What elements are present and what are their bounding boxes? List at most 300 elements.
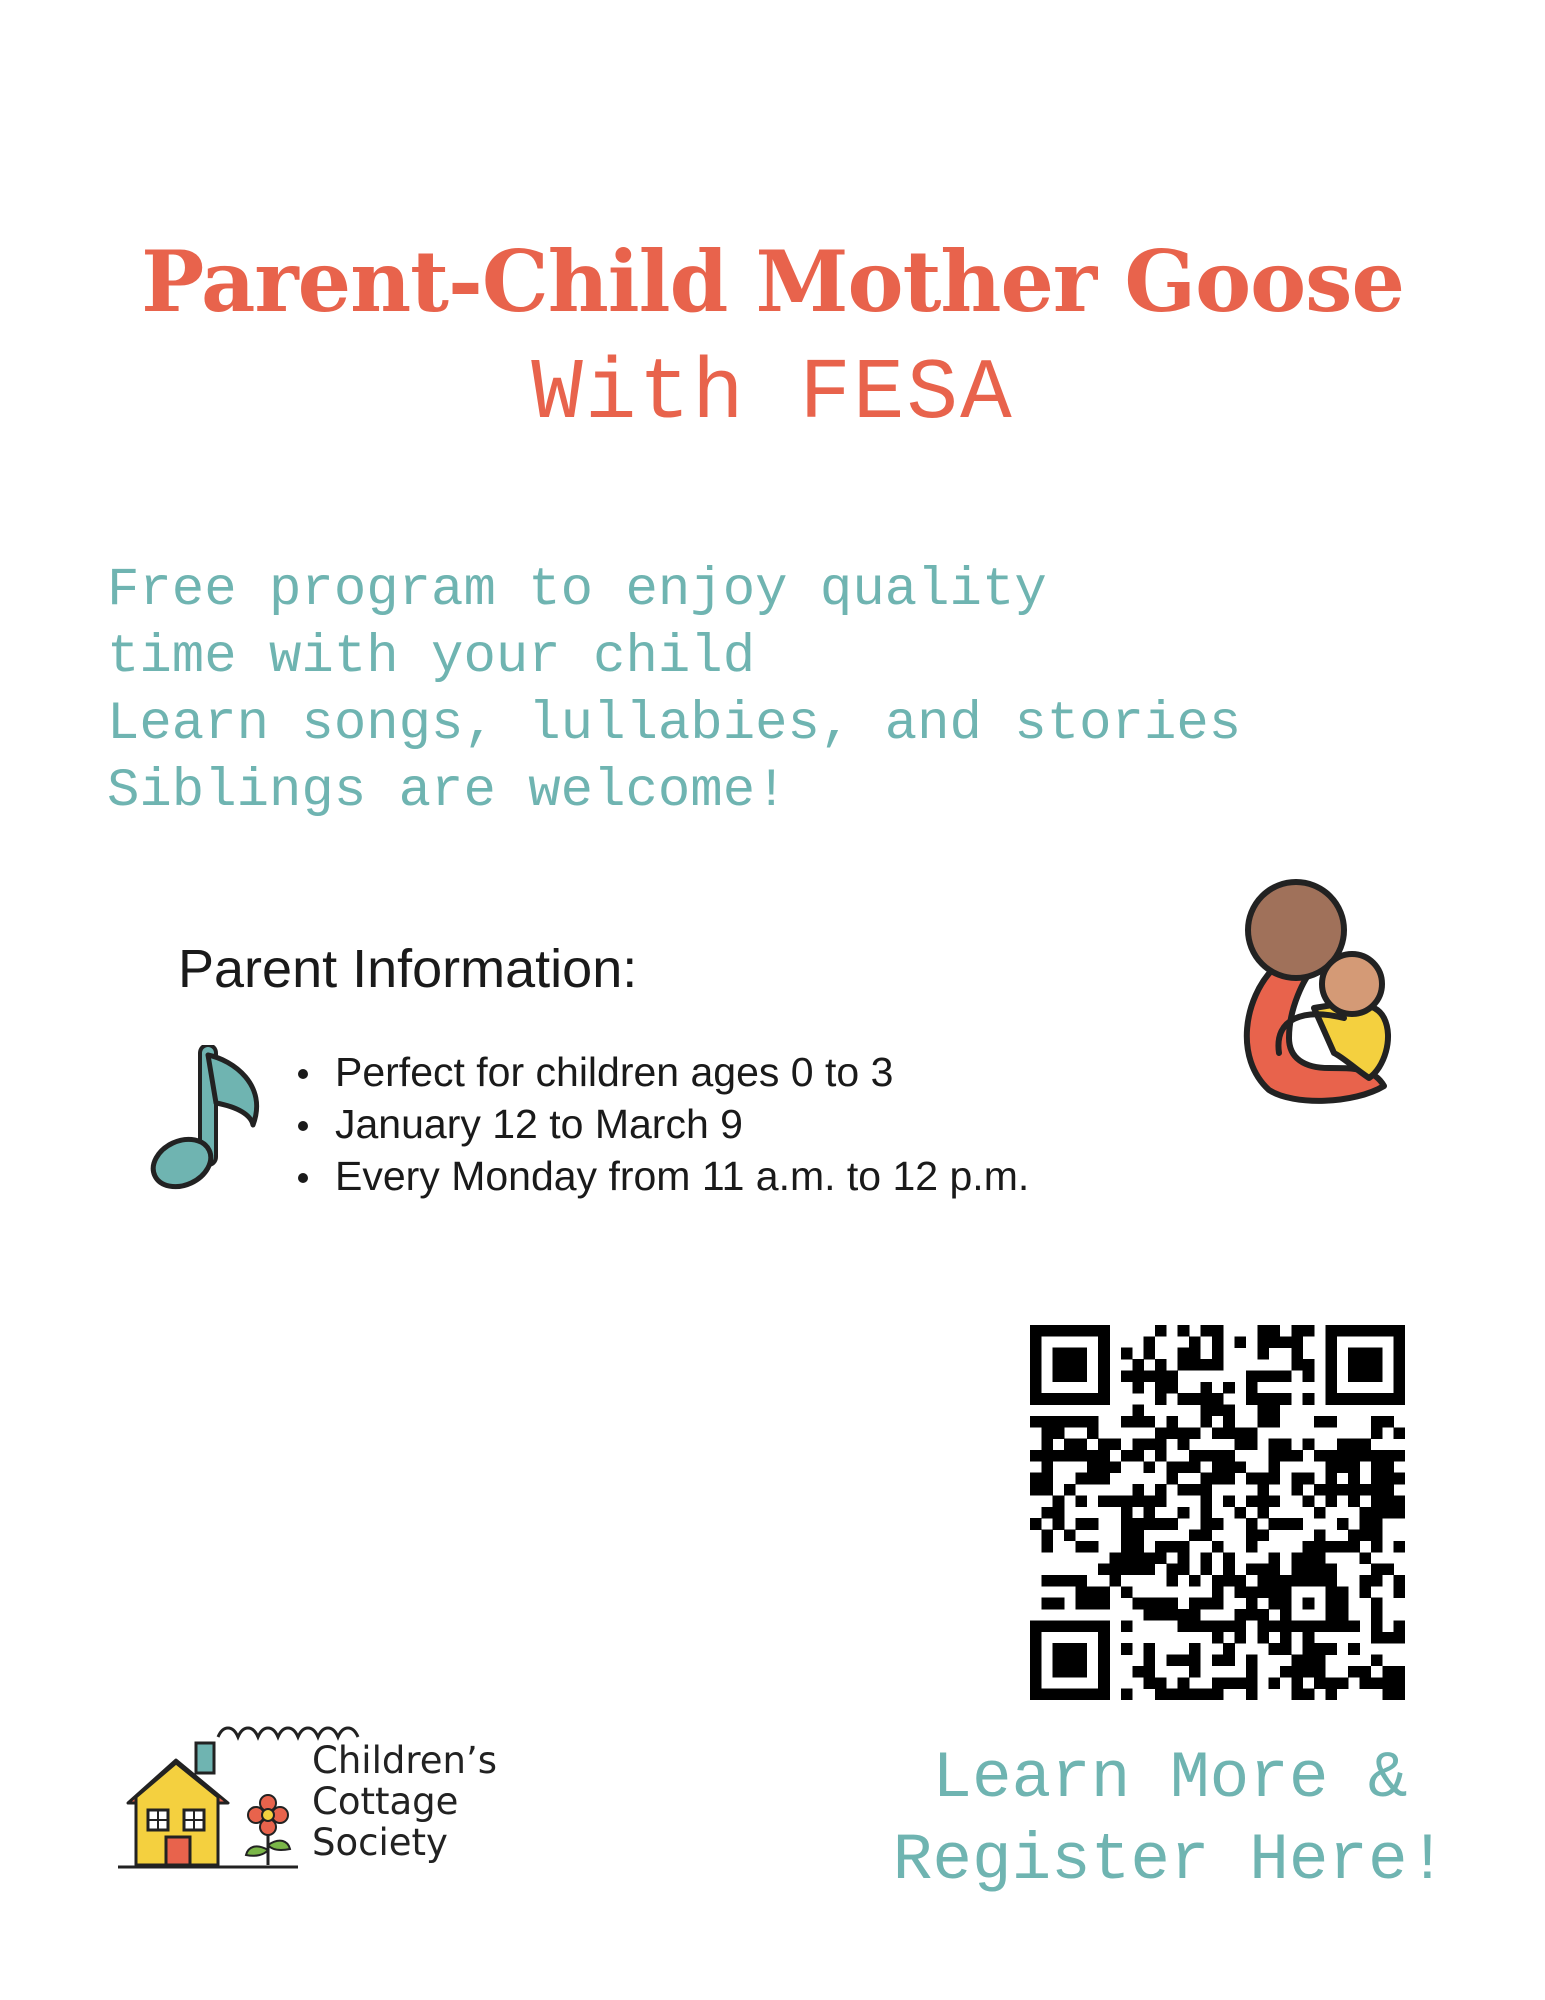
qr-module <box>1053 1620 1065 1632</box>
qr-module <box>1382 1666 1394 1678</box>
qr-module <box>1394 1382 1405 1394</box>
qr-module <box>1314 1643 1326 1655</box>
qr-module <box>1087 1689 1099 1700</box>
qr-module <box>1371 1598 1383 1610</box>
qr-module <box>1269 1495 1281 1507</box>
qr-module <box>1132 1439 1144 1451</box>
qr-module <box>1325 1359 1337 1371</box>
qr-module <box>1360 1393 1372 1405</box>
qr-module <box>1098 1370 1110 1382</box>
qr-module <box>1269 1439 1281 1451</box>
qr-module <box>1303 1575 1315 1587</box>
qr-module <box>1121 1348 1133 1360</box>
qr-module <box>1280 1632 1292 1644</box>
qr-module <box>1246 1655 1258 1667</box>
qr-module <box>1382 1689 1394 1700</box>
qr-module <box>1075 1359 1087 1371</box>
qr-module <box>1155 1541 1167 1553</box>
qr-module <box>1212 1620 1224 1632</box>
qr-module <box>1212 1655 1224 1667</box>
qr-module <box>1337 1461 1349 1473</box>
qr-module <box>1269 1473 1281 1485</box>
qr-module <box>1087 1427 1099 1439</box>
qr-module <box>1098 1677 1110 1689</box>
logo-line-2: Cottage <box>312 1780 459 1823</box>
qr-module <box>1064 1575 1076 1587</box>
parent-info-list <box>290 1046 1029 1202</box>
qr-module <box>1098 1336 1110 1348</box>
qr-module <box>1075 1348 1087 1360</box>
qr-module <box>1269 1552 1281 1564</box>
qr-module <box>1382 1473 1394 1485</box>
qr-module <box>1246 1564 1258 1576</box>
qr-module <box>1291 1484 1303 1496</box>
qr-module <box>1371 1541 1383 1553</box>
qr-module <box>1189 1461 1201 1473</box>
qr-module <box>1325 1336 1337 1348</box>
qr-module <box>1041 1427 1053 1439</box>
qr-module <box>1178 1484 1190 1496</box>
qr-module <box>1064 1689 1076 1700</box>
qr-module <box>1325 1643 1337 1655</box>
qr-module <box>1348 1325 1360 1337</box>
qr-module <box>1371 1609 1383 1621</box>
qr-module <box>1144 1336 1156 1348</box>
qr-module <box>1110 1564 1122 1576</box>
qr-module <box>1212 1598 1224 1610</box>
qr-module <box>1269 1405 1281 1417</box>
qr-module <box>1053 1666 1065 1678</box>
qr-module <box>1200 1518 1212 1530</box>
qr-module <box>1178 1359 1190 1371</box>
qr-module <box>1325 1382 1337 1394</box>
qr-module <box>1360 1359 1372 1371</box>
qr-module <box>1212 1336 1224 1348</box>
qr-module <box>1189 1655 1201 1667</box>
qr-module <box>1053 1416 1065 1428</box>
parent-info-item: January 12 to March 9 <box>290 1098 1029 1150</box>
qr-module <box>1291 1348 1303 1360</box>
qr-module <box>1348 1495 1360 1507</box>
qr-module <box>1337 1620 1349 1632</box>
qr-module <box>1110 1439 1122 1451</box>
qr-module <box>1075 1325 1087 1337</box>
qr-module <box>1132 1495 1144 1507</box>
qr-module <box>1257 1586 1269 1598</box>
qr-module <box>1269 1598 1281 1610</box>
register-link[interactable] <box>890 1738 1450 1902</box>
qr-module <box>1075 1620 1087 1632</box>
qr-module <box>1041 1620 1053 1632</box>
qr-module <box>1087 1586 1099 1598</box>
qr-module <box>1223 1677 1235 1689</box>
qr-module <box>1269 1393 1281 1405</box>
qr-module <box>1314 1416 1326 1428</box>
qr-module <box>1030 1450 1042 1462</box>
qr-module <box>1235 1609 1247 1621</box>
qr-module <box>1166 1609 1178 1621</box>
qr-module <box>1394 1359 1405 1371</box>
qr-module <box>1382 1393 1394 1405</box>
qr-module <box>1053 1655 1065 1667</box>
qr-module <box>1041 1450 1053 1462</box>
qr-module <box>1200 1405 1212 1417</box>
qr-module <box>1132 1382 1144 1394</box>
qr-module <box>1075 1393 1087 1405</box>
qr-module <box>1087 1598 1099 1610</box>
qr-module <box>1257 1507 1269 1519</box>
qr-module <box>1235 1427 1247 1439</box>
qr-module <box>1132 1370 1144 1382</box>
qr-module <box>1030 1518 1042 1530</box>
qr-module <box>1098 1598 1110 1610</box>
qr-module <box>1371 1393 1383 1405</box>
qr-module <box>1371 1348 1383 1360</box>
qr-module <box>1041 1530 1053 1542</box>
qr-module <box>1098 1439 1110 1451</box>
qr-module <box>1337 1450 1349 1462</box>
qr-module <box>1098 1359 1110 1371</box>
qr-module <box>1121 1450 1133 1462</box>
qr-module <box>1166 1655 1178 1667</box>
qr-module <box>1110 1575 1122 1587</box>
qr-module <box>1189 1620 1201 1632</box>
qr-module <box>1189 1450 1201 1462</box>
qr-module <box>1075 1598 1087 1610</box>
qr-module <box>1200 1495 1212 1507</box>
qr-module <box>1030 1370 1042 1382</box>
qr-module <box>1246 1518 1258 1530</box>
qr-module <box>1382 1461 1394 1473</box>
qr-module <box>1291 1552 1303 1564</box>
qr-module <box>1269 1643 1281 1655</box>
qr-module <box>1337 1484 1349 1496</box>
qr-module <box>1291 1689 1303 1700</box>
qr-module <box>1303 1552 1315 1564</box>
qr-module <box>1235 1586 1247 1598</box>
qr-module <box>1132 1530 1144 1542</box>
qr-module <box>1348 1370 1360 1382</box>
qr-module <box>1394 1370 1405 1382</box>
qr-module <box>1223 1575 1235 1587</box>
qr-module <box>1303 1564 1315 1576</box>
qr-module <box>1394 1689 1405 1700</box>
qr-module <box>1189 1689 1201 1700</box>
qr-module <box>1394 1427 1405 1439</box>
qr-module <box>1087 1416 1099 1428</box>
qr-module <box>1121 1507 1133 1519</box>
qr-module <box>1178 1552 1190 1564</box>
qr-module <box>1348 1439 1360 1451</box>
qr-module <box>1121 1552 1133 1564</box>
qr-module <box>1235 1620 1247 1632</box>
qr-module <box>1291 1359 1303 1371</box>
qr-module <box>1098 1473 1110 1485</box>
qr-module <box>1053 1689 1065 1700</box>
qr-module <box>1246 1495 1258 1507</box>
qr-module <box>1246 1598 1258 1610</box>
qr-module <box>1132 1564 1144 1576</box>
qr-module <box>1030 1336 1042 1348</box>
qr-module <box>1291 1325 1303 1337</box>
qr-module <box>1041 1473 1053 1485</box>
qr-module <box>1223 1495 1235 1507</box>
qr-module <box>1325 1416 1337 1428</box>
qr-code[interactable] <box>1030 1325 1405 1700</box>
qr-module <box>1246 1439 1258 1451</box>
qr-module <box>1257 1405 1269 1417</box>
qr-module <box>1155 1427 1167 1439</box>
qr-module <box>1371 1473 1383 1485</box>
qr-module <box>1348 1348 1360 1360</box>
qr-module <box>1303 1643 1315 1655</box>
benefit-item: Free program to enjoy quality <box>107 560 1047 621</box>
qr-module <box>1121 1495 1133 1507</box>
qr-module <box>1053 1427 1065 1439</box>
qr-module <box>1246 1382 1258 1394</box>
qr-module <box>1269 1677 1281 1689</box>
qr-module <box>1257 1632 1269 1644</box>
logo-line-1: Children’s <box>312 1739 497 1782</box>
page-title: Parent-Child Mother Goose <box>141 232 1404 331</box>
qr-module <box>1030 1655 1042 1667</box>
qr-module <box>1382 1495 1394 1507</box>
qr-module <box>1189 1427 1201 1439</box>
qr-module <box>1337 1609 1349 1621</box>
qr-module <box>1269 1564 1281 1576</box>
qr-module <box>1030 1632 1042 1644</box>
qr-module <box>1132 1359 1144 1371</box>
qr-module <box>1280 1393 1292 1405</box>
qr-module <box>1132 1450 1144 1462</box>
qr-module <box>1030 1382 1042 1394</box>
qr-module <box>1110 1552 1122 1564</box>
qr-module <box>1257 1484 1269 1496</box>
qr-module <box>1269 1586 1281 1598</box>
qr-module <box>1291 1450 1303 1462</box>
qr-module <box>1075 1689 1087 1700</box>
qr-module <box>1394 1336 1405 1348</box>
qr-module <box>1360 1484 1372 1496</box>
qr-module <box>1257 1393 1269 1405</box>
qr-module <box>1121 1518 1133 1530</box>
qr-module <box>1098 1632 1110 1644</box>
qr-module <box>1325 1370 1337 1382</box>
qr-module <box>1030 1359 1042 1371</box>
qr-module <box>1325 1677 1337 1689</box>
qr-module <box>1246 1473 1258 1485</box>
qr-module <box>1053 1370 1065 1382</box>
qr-module <box>1371 1461 1383 1473</box>
qr-module <box>1200 1382 1212 1394</box>
qr-module <box>1303 1632 1315 1644</box>
qr-module <box>1280 1586 1292 1598</box>
qr-module <box>1053 1598 1065 1610</box>
qr-module <box>1064 1655 1076 1667</box>
qr-module <box>1223 1405 1235 1417</box>
qr-module <box>1257 1348 1269 1360</box>
parent-info-heading: Parent Information: <box>178 939 638 999</box>
qr-module <box>1155 1393 1167 1405</box>
qr-module <box>1371 1450 1383 1462</box>
qr-module <box>1246 1677 1258 1689</box>
qr-module <box>1144 1370 1156 1382</box>
qr-module <box>1371 1620 1383 1632</box>
qr-module <box>1325 1689 1337 1700</box>
qr-module <box>1246 1530 1258 1542</box>
qr-module <box>1291 1518 1303 1530</box>
qr-module <box>1064 1359 1076 1371</box>
qr-module <box>1030 1643 1042 1655</box>
qr-module <box>1041 1598 1053 1610</box>
qr-module <box>1075 1416 1087 1428</box>
qr-module <box>1121 1620 1133 1632</box>
qr-module <box>1280 1450 1292 1462</box>
flower-icon <box>246 1795 290 1865</box>
qr-module <box>1064 1370 1076 1382</box>
qr-module <box>1235 1439 1247 1451</box>
qr-module <box>1212 1541 1224 1553</box>
qr-module <box>1303 1439 1315 1451</box>
qr-module <box>1325 1586 1337 1598</box>
cta-line-2: Register Here! <box>892 1823 1448 1898</box>
qr-module <box>1246 1609 1258 1621</box>
qr-module <box>1325 1598 1337 1610</box>
qr-module <box>1394 1507 1405 1519</box>
qr-module <box>1144 1564 1156 1576</box>
qr-module <box>1291 1564 1303 1576</box>
qr-module <box>1041 1416 1053 1428</box>
qr-module <box>1360 1530 1372 1542</box>
qr-module <box>1098 1643 1110 1655</box>
qr-module <box>1269 1461 1281 1473</box>
qr-module <box>1348 1643 1360 1655</box>
qr-module <box>1371 1495 1383 1507</box>
qr-module <box>1189 1666 1201 1678</box>
qr-module <box>1280 1643 1292 1655</box>
qr-module <box>1053 1348 1065 1360</box>
qr-module <box>1166 1427 1178 1439</box>
qr-module <box>1382 1564 1394 1576</box>
qr-module <box>1200 1484 1212 1496</box>
qr-module <box>1348 1393 1360 1405</box>
qr-module <box>1360 1370 1372 1382</box>
qr-module <box>1360 1325 1372 1337</box>
qr-module <box>1189 1359 1201 1371</box>
qr-module <box>1303 1370 1315 1382</box>
qr-module <box>1257 1575 1269 1587</box>
qr-module <box>1371 1677 1383 1689</box>
qr-module <box>1200 1325 1212 1337</box>
qr-module <box>1075 1370 1087 1382</box>
qr-module <box>1041 1325 1053 1337</box>
qr-module <box>1325 1393 1337 1405</box>
qr-module <box>1064 1530 1076 1542</box>
qr-module <box>1087 1473 1099 1485</box>
qr-module <box>1064 1450 1076 1462</box>
qr-module <box>1075 1575 1087 1587</box>
qr-module <box>1132 1541 1144 1553</box>
qr-module <box>1223 1564 1235 1576</box>
qr-module <box>1394 1348 1405 1360</box>
qr-module <box>1303 1541 1315 1553</box>
qr-module <box>1212 1689 1224 1700</box>
qr-module <box>1075 1450 1087 1462</box>
qr-module <box>1337 1598 1349 1610</box>
qr-module <box>1212 1348 1224 1360</box>
qr-module <box>1200 1507 1212 1519</box>
qr-module <box>1178 1427 1190 1439</box>
qr-module <box>1144 1655 1156 1667</box>
qr-module <box>1246 1370 1258 1382</box>
qr-module <box>1382 1507 1394 1519</box>
qr-module <box>1178 1620 1190 1632</box>
qr-module <box>1382 1677 1394 1689</box>
qr-module <box>1360 1677 1372 1689</box>
qr-module <box>1200 1393 1212 1405</box>
qr-module <box>1144 1416 1156 1428</box>
qr-module <box>1053 1359 1065 1371</box>
qr-module <box>1178 1439 1190 1451</box>
qr-module <box>1360 1518 1372 1530</box>
qr-module <box>1235 1336 1247 1348</box>
qr-module <box>1064 1348 1076 1360</box>
qr-module <box>1314 1655 1326 1667</box>
qr-module <box>1371 1518 1383 1530</box>
qr-module <box>1166 1689 1178 1700</box>
qr-module <box>1155 1609 1167 1621</box>
qr-module <box>1314 1450 1326 1462</box>
qr-module <box>1132 1552 1144 1564</box>
qr-module <box>1371 1530 1383 1542</box>
qr-module <box>1030 1677 1042 1689</box>
qr-module <box>1098 1655 1110 1667</box>
qr-module <box>1394 1666 1405 1678</box>
qr-module <box>1325 1348 1337 1360</box>
qr-module <box>1348 1473 1360 1485</box>
qr-module <box>1155 1370 1167 1382</box>
qr-module <box>1382 1484 1394 1496</box>
qr-module <box>1041 1541 1053 1553</box>
qr-module <box>1212 1632 1224 1644</box>
qr-module <box>1348 1484 1360 1496</box>
qr-module <box>1223 1461 1235 1473</box>
qr-module <box>1257 1416 1269 1428</box>
qr-module <box>1155 1495 1167 1507</box>
qr-module <box>1030 1473 1042 1485</box>
qr-module <box>1144 1677 1156 1689</box>
qr-module <box>1155 1552 1167 1564</box>
qr-module <box>1155 1689 1167 1700</box>
qr-module <box>1064 1325 1076 1337</box>
qr-module <box>1200 1552 1212 1564</box>
qr-module <box>1303 1325 1315 1337</box>
qr-module <box>1223 1473 1235 1485</box>
qr-module <box>1075 1518 1087 1530</box>
qr-module <box>1223 1416 1235 1428</box>
qr-module <box>1246 1427 1258 1439</box>
qr-module <box>1325 1495 1337 1507</box>
qr-module <box>1053 1507 1065 1519</box>
qr-module <box>1178 1655 1190 1667</box>
qr-module <box>1166 1541 1178 1553</box>
qr-module <box>1189 1484 1201 1496</box>
cta-line-1: Learn More & <box>932 1741 1408 1816</box>
qr-module <box>1166 1598 1178 1610</box>
qr-module <box>1030 1393 1042 1405</box>
qr-module <box>1053 1518 1065 1530</box>
qr-module <box>1371 1427 1383 1439</box>
